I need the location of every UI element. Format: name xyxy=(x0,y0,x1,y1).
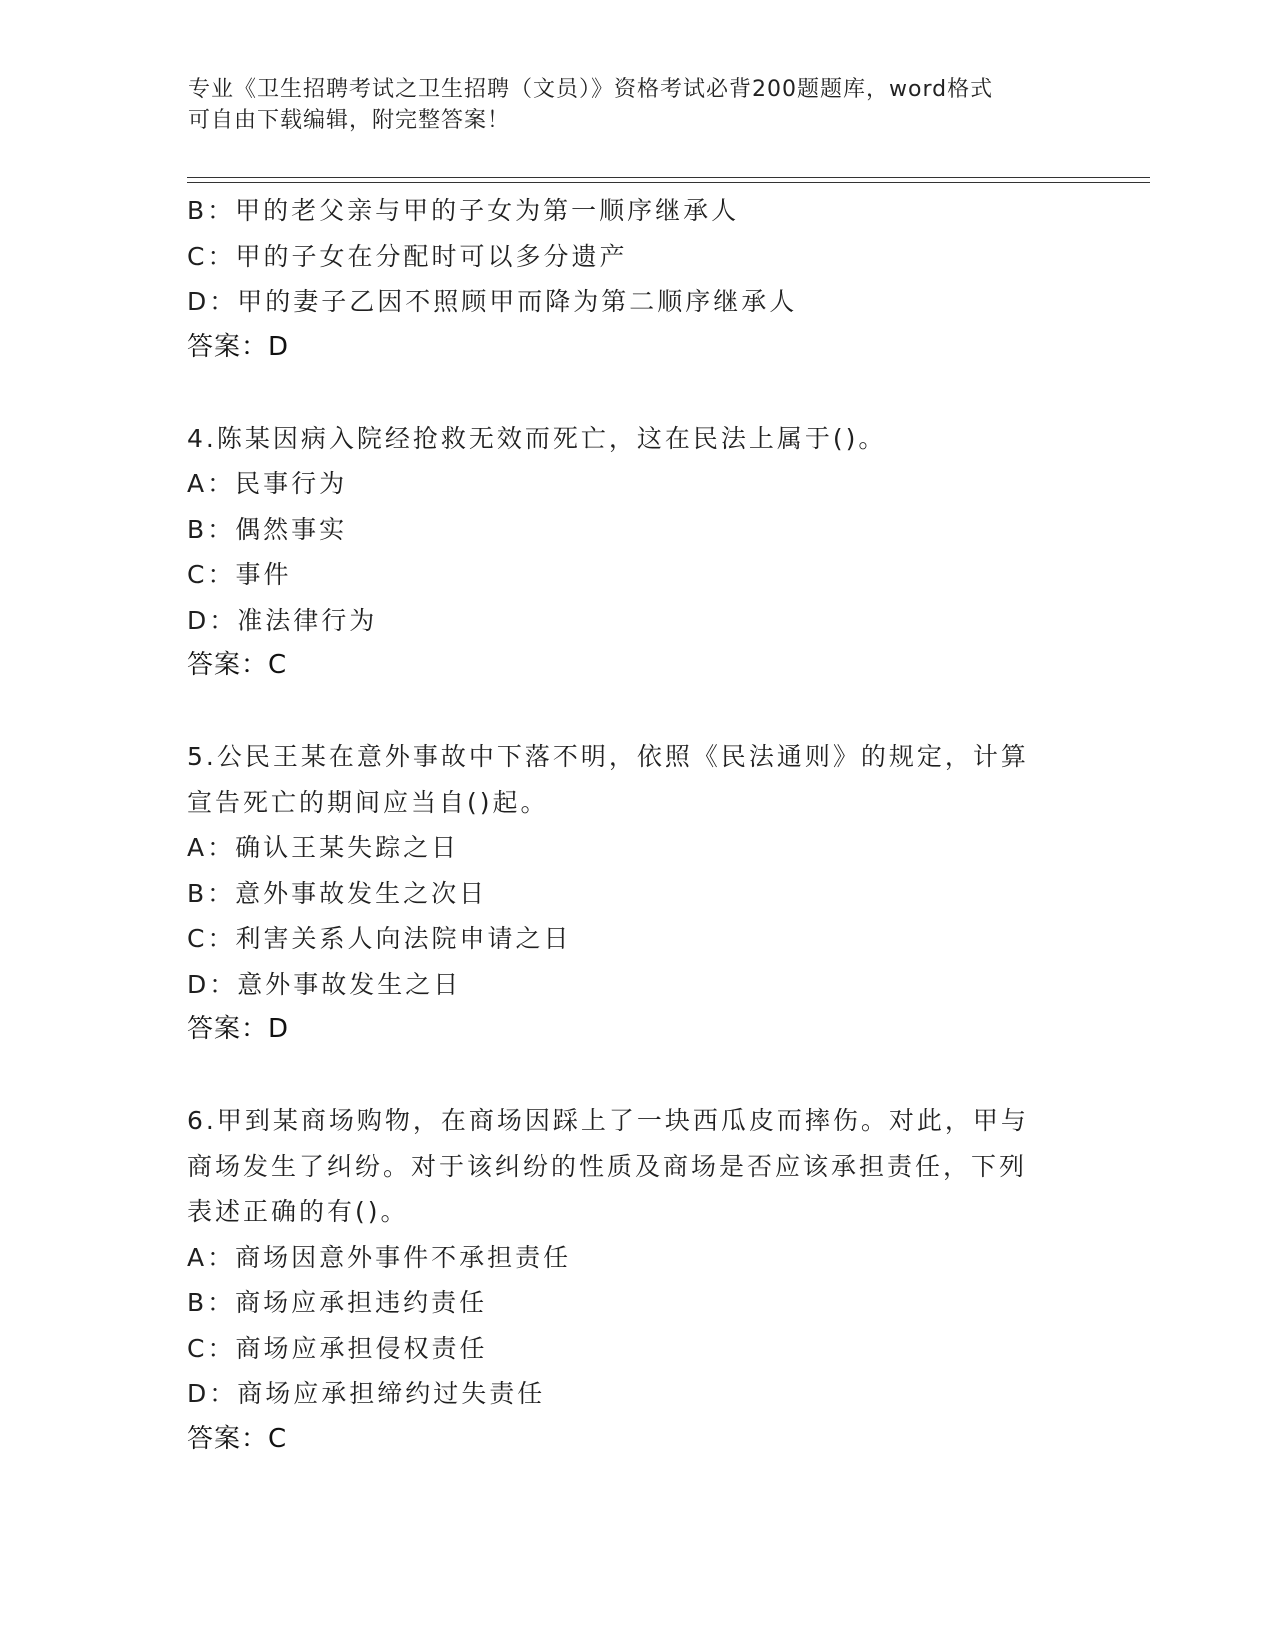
header-divider-top xyxy=(187,177,1150,178)
question-list xyxy=(187,188,1087,1462)
q4-stem: 4.陈某因病入院经抢救无效而死亡，这在民法上属于()。 xyxy=(187,423,887,453)
question-6 xyxy=(187,1098,1087,1462)
q3-option-d: D：甲的妻子乙因不照顾甲而降为第二顺序继承人 xyxy=(187,287,798,316)
spacer xyxy=(187,1053,1087,1099)
q3-option-c: C：甲的子女在分配时可以多分遗产 xyxy=(187,241,628,271)
q6-stem-line-3: 表述正确的有()。 xyxy=(187,1197,409,1226)
q4-option-d: D：准法律行为 xyxy=(187,605,378,635)
q6-stem-line-2: 商场发生了纠纷。对于该纠纷的性质及商场是否应该承担责任，下列 xyxy=(187,1151,1028,1181)
q5-option-b: B：意外事故发生之次日 xyxy=(187,878,488,908)
q5-stem-line-2: 宣告死亡的期间应当自()起。 xyxy=(187,787,549,817)
header-title-line-1: 专业《卫生招聘考试之卫生招聘（文员）》资格考试必背200题题库，word格式 xyxy=(188,77,994,102)
header-title-line-2: 可自由下载编辑，附完整答案！ xyxy=(188,108,511,133)
q6-option-c: C：商场应承担侵权责任 xyxy=(187,1333,488,1363)
question-4 xyxy=(187,416,1087,689)
q6-option-b: B：商场应承担违约责任 xyxy=(187,1288,488,1317)
q3-answer: 答案：D xyxy=(187,331,290,362)
header-divider-bottom xyxy=(187,182,1150,183)
question-5 xyxy=(187,734,1087,1053)
spacer xyxy=(187,689,1087,735)
q4-option-b: B：偶然事实 xyxy=(187,514,348,544)
page-header xyxy=(188,74,1068,136)
q6-stem-line-1: 6.甲到某商场购物，在商场因踩上了一块西瓜皮而摔伤。对此，甲与 xyxy=(187,1106,1029,1135)
q4-option-a: A：民事行为 xyxy=(187,469,348,498)
q5-option-c: C：利害关系人向法院申请之日 xyxy=(187,924,572,953)
question-3-continued xyxy=(187,188,1087,370)
q6-answer: 答案：C xyxy=(187,1423,288,1454)
q4-answer: 答案：C xyxy=(187,650,288,680)
q6-option-a: A：商场因意外事件不承担责任 xyxy=(187,1242,572,1272)
q4-option-c: C：事件 xyxy=(187,560,292,589)
q5-option-a: A：确认王某失踪之日 xyxy=(187,833,460,862)
q5-option-d: D：意外事故发生之日 xyxy=(187,969,462,999)
spacer xyxy=(187,370,1087,416)
q6-option-d: D：商场应承担缔约过失责任 xyxy=(187,1379,546,1408)
q5-answer: 答案：D xyxy=(187,1014,290,1044)
q5-stem-line-1: 5.公民王某在意外事故中下落不明，依照《民法通则》的规定，计算 xyxy=(187,742,1029,771)
q3-option-b: B：甲的老父亲与甲的子女为第一顺序继承人 xyxy=(187,196,740,225)
